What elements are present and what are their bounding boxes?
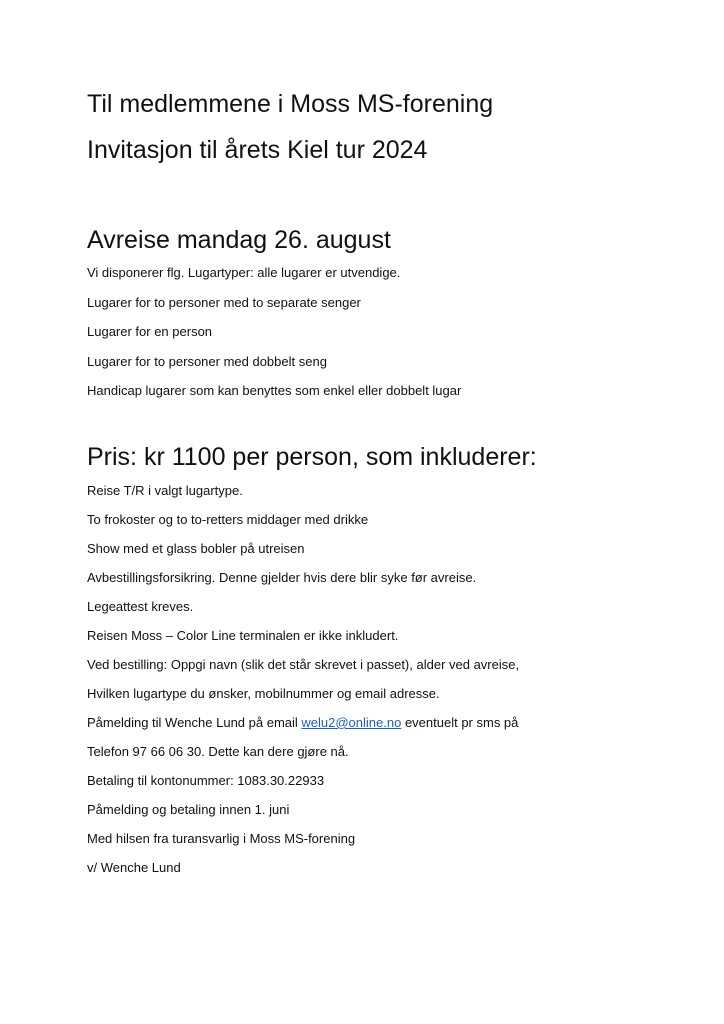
price-include-line: Avbestillingsforsikring. Denne gjelder hvis dere blir syke før avreise. <box>87 570 477 585</box>
price-include-line: Reisen Moss – Color Line terminalen er ikke inkludert. <box>87 628 399 643</box>
cabin-type-line: Lugarer for to personer med dobbelt seng <box>87 354 327 369</box>
departure-heading: Avreise mandag 26. august <box>87 226 391 254</box>
payment-line: Betaling til kontonummer: 1083.30.22933 <box>87 773 325 788</box>
price-heading: Pris: kr 1100 per person, som inkluderer: <box>87 443 537 471</box>
price-include-line: To frokoster og to to-retters middager med drikke <box>87 512 369 527</box>
price-include-line: Legeattest kreves. <box>87 599 194 614</box>
booking-info-line: Hvilken lugartype du ønsker, mobilnummer og email adresse. <box>87 686 440 701</box>
signup-line <box>87 715 518 731</box>
price-include-line: Show med et glass bobler på utreisen <box>87 541 305 556</box>
closing-line: Med hilsen fra turansvarlig i Moss MS-forening <box>87 831 356 846</box>
cabin-type-line: Handicap lugarer som kan benyttes som enkel eller dobbelt lugar <box>87 383 462 398</box>
price-include-line: Reise T/R i valgt lugartype. <box>87 483 243 498</box>
cabin-type-line: Lugarer for to personer med to separate senger <box>87 295 361 310</box>
signup-suffix: eventuelt pr sms på <box>401 715 519 730</box>
signature-line: v/ Wenche Lund <box>87 860 181 875</box>
greeting-heading: Til medlemmene i Moss MS-forening <box>87 90 494 118</box>
signup-prefix: Påmelding til Wenche Lund på email <box>87 715 302 730</box>
booking-info-line: Ved bestilling: Oppgi navn (slik det står skrevet i passet), alder ved avreise, <box>87 657 520 672</box>
cabin-type-line: Lugarer for en person <box>87 324 213 339</box>
cabin-intro-line: Vi disponerer flg. Lugartyper: alle lugarer er utvendige. <box>87 265 401 280</box>
phone-line: Telefon 97 66 06 30. Dette kan dere gjøre nå. <box>87 744 349 759</box>
signup-email-link[interactable]: welu2@online.no <box>301 715 402 730</box>
invitation-heading: Invitasjon til årets Kiel tur 2024 <box>87 136 428 164</box>
deadline-line: Påmelding og betaling innen 1. juni <box>87 802 290 817</box>
